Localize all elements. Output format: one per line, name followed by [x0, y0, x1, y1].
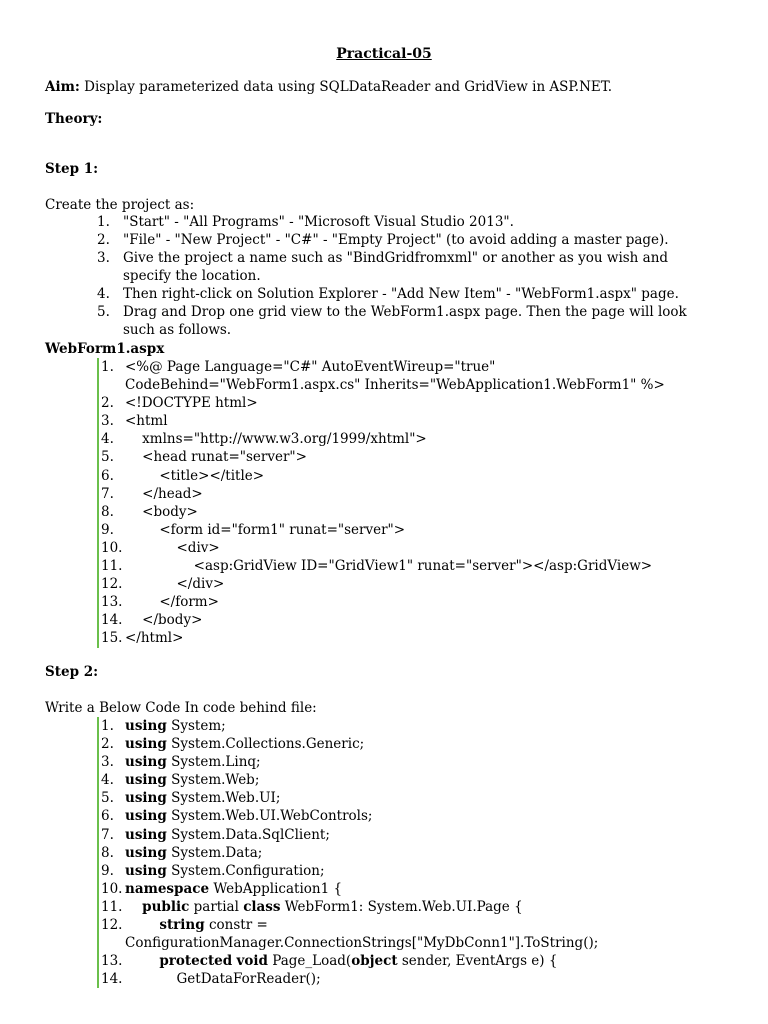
code-text: partial: [189, 898, 244, 915]
code-keyword: public: [142, 898, 190, 915]
code-keyword: string: [159, 917, 205, 934]
step-number: 3.: [97, 250, 110, 266]
code-line: [99, 753, 729, 771]
line-number: 9.: [101, 521, 114, 538]
line-number: 1.: [101, 718, 114, 734]
code-keyword: using: [125, 808, 167, 825]
code-line: [99, 717, 729, 735]
code-line: [99, 826, 729, 844]
step1-heading: Step 1:: [45, 161, 99, 177]
code-text: <div>: [125, 539, 220, 556]
code-keyword: using: [125, 790, 167, 807]
step-number: 4.: [97, 286, 110, 302]
step-item: [97, 249, 717, 285]
code-text: WebForm1: System.Web.UI.Page {: [280, 898, 523, 915]
code-text: xmlns="http://www.w3.org/1999/xhtml">: [125, 431, 427, 448]
code-text: System.Web;: [166, 772, 260, 789]
code-line: [99, 789, 729, 807]
line-number: 14.: [101, 612, 123, 629]
code-text: </body>: [125, 612, 203, 629]
code-text: </form>: [125, 594, 219, 611]
code-line: [99, 467, 729, 485]
code-line: [99, 629, 729, 647]
code-line: [99, 503, 729, 521]
code-text: </html>: [125, 630, 184, 647]
step-text: Drag and Drop one grid view to the WebForm1.aspx page. Then the page will look such as follows.: [123, 304, 687, 338]
code-text: System.Web.UI;: [166, 790, 281, 807]
code-keyword: object: [351, 953, 398, 970]
code-line: [99, 485, 729, 503]
code-text: </div>: [125, 576, 225, 593]
code-keyword: using: [125, 772, 167, 789]
code-text: System.Data.SqlClient;: [166, 826, 330, 843]
aim-text: Display parameterized data using SQLDataReader and GridView in ASP.NET.: [79, 79, 613, 95]
line-number: 7.: [101, 485, 114, 502]
line-number: 6.: [101, 467, 114, 484]
line-number: 8.: [101, 844, 114, 861]
code-text: System.Collections.Generic;: [166, 736, 365, 753]
line-number: 14.: [101, 971, 123, 988]
step-text: "File" - "New Project" - "C#" - "Empty Project" (to avoid adding a master page).: [123, 232, 669, 248]
code-text: WebApplication1 {: [209, 880, 343, 897]
line-number: 11.: [101, 558, 123, 575]
code-keyword: using: [125, 718, 167, 734]
step-number: 5.: [97, 304, 110, 320]
steps-list: [97, 213, 717, 339]
step-number: 1.: [97, 214, 110, 230]
code-text: <head runat="server">: [125, 449, 307, 466]
code-text: <%@ Page Language="C#" AutoEventWireup="true" CodeBehind="WebForm1.aspx.cs" Inherits="WebApplication1.WebForm1" %>: [125, 359, 665, 394]
code-text: System.Configuration;: [166, 862, 325, 879]
line-number: 10.: [101, 880, 123, 897]
code-text: <!DOCTYPE html>: [125, 395, 258, 412]
markup-code-block: [97, 358, 729, 648]
code-keyword: protected: [159, 953, 233, 970]
theory-heading: Theory:: [45, 111, 103, 127]
code-line: [99, 575, 729, 593]
code-indent: [125, 917, 159, 933]
code-line: [99, 862, 729, 880]
code-keyword: using: [125, 754, 167, 771]
step-item: [97, 231, 717, 249]
code-text: <form id="form1" runat="server">: [125, 521, 406, 538]
line-number: 4.: [101, 772, 114, 789]
code-line: [99, 539, 729, 557]
code-indent: [125, 953, 159, 969]
line-number: 12.: [101, 576, 123, 593]
code-line: [99, 448, 729, 466]
code-keyword: class: [243, 898, 281, 915]
code-indent: [125, 971, 177, 987]
code-keyword: void: [236, 953, 268, 970]
csharp-code-block: [97, 717, 729, 988]
create-intro: Create the project as:: [45, 197, 195, 213]
code-line: [99, 521, 729, 539]
code-line: [99, 735, 729, 753]
line-number: 1.: [101, 359, 114, 375]
line-number: 7.: [101, 826, 114, 843]
code-line: [99, 593, 729, 611]
line-number: 9.: [101, 862, 114, 879]
code-line: [99, 880, 729, 898]
code-text: Page_Load(: [267, 953, 352, 970]
line-number: 6.: [101, 808, 114, 825]
line-number: 3.: [101, 413, 114, 430]
code-text: sender, EventArgs e) {: [397, 953, 558, 970]
step-text: "Start" - "All Programs" - "Microsoft Visual Studio 2013".: [123, 214, 514, 230]
code-line: [99, 412, 729, 430]
code-text: System;: [166, 718, 226, 734]
step-item: [97, 213, 717, 231]
line-number: 8.: [101, 503, 114, 520]
code-text: System.Web.UI.WebControls;: [166, 808, 373, 825]
code-line: [99, 844, 729, 862]
line-number: 2.: [101, 736, 114, 753]
code-text: System.Data;: [166, 844, 263, 861]
code-line: [99, 557, 729, 575]
code-line: [99, 358, 729, 394]
code-keyword: namespace: [125, 880, 210, 897]
step-number: 2.: [97, 232, 110, 248]
step-item: [97, 303, 717, 339]
code-text: constr = ConfigurationManager.ConnectionStrings["MyDbConn1"].ToString();: [125, 917, 599, 952]
step-item: [97, 285, 717, 303]
code-line: [99, 898, 729, 916]
code-keyword: using: [125, 862, 167, 879]
code-text: </head>: [125, 485, 203, 502]
code-indent: [125, 899, 142, 915]
step2-heading: Step 2:: [45, 664, 99, 680]
line-number: 4.: [101, 431, 114, 448]
line-number: 11.: [101, 898, 123, 915]
code-text: <html: [125, 413, 168, 430]
aim-line: [45, 78, 612, 96]
code-line: [99, 807, 729, 825]
code-line: [99, 611, 729, 629]
line-number: 15.: [101, 630, 123, 647]
page-title: Practical-05: [336, 46, 432, 62]
code-line: [99, 970, 729, 988]
aim-label: Aim:: [45, 79, 80, 95]
code-text: System.Linq;: [166, 754, 261, 771]
code-line: [99, 952, 729, 970]
line-number: 5.: [101, 790, 114, 807]
step-text: Give the project a name such as "BindGridfromxml" or another as you wish and specify the location.: [123, 250, 669, 284]
code-intro: Write a Below Code In code behind file:: [45, 700, 317, 716]
code-text: <title></title>: [125, 467, 265, 484]
code-text: <body>: [125, 503, 198, 520]
code-line: [99, 430, 729, 448]
code-text: GetDataForReader();: [176, 971, 321, 988]
line-number: 12.: [101, 917, 123, 934]
code-line: [99, 771, 729, 789]
code-keyword: using: [125, 844, 167, 861]
line-number: 13.: [101, 953, 123, 970]
step-text: Then right-click on Solution Explorer - "Add New Item" - "WebForm1.aspx" page.: [123, 286, 679, 302]
line-number: 3.: [101, 754, 114, 771]
line-number: 10.: [101, 539, 123, 556]
webform-heading: WebForm1.aspx: [45, 341, 165, 357]
code-text: <asp:GridView ID="GridView1" runat="server"></asp:GridView>: [125, 558, 653, 575]
code-line: [99, 394, 729, 412]
line-number: 2.: [101, 395, 114, 412]
line-number: 5.: [101, 449, 114, 466]
line-number: 13.: [101, 594, 123, 611]
code-keyword: using: [125, 826, 167, 843]
code-keyword: using: [125, 736, 167, 753]
code-line: [99, 916, 729, 952]
